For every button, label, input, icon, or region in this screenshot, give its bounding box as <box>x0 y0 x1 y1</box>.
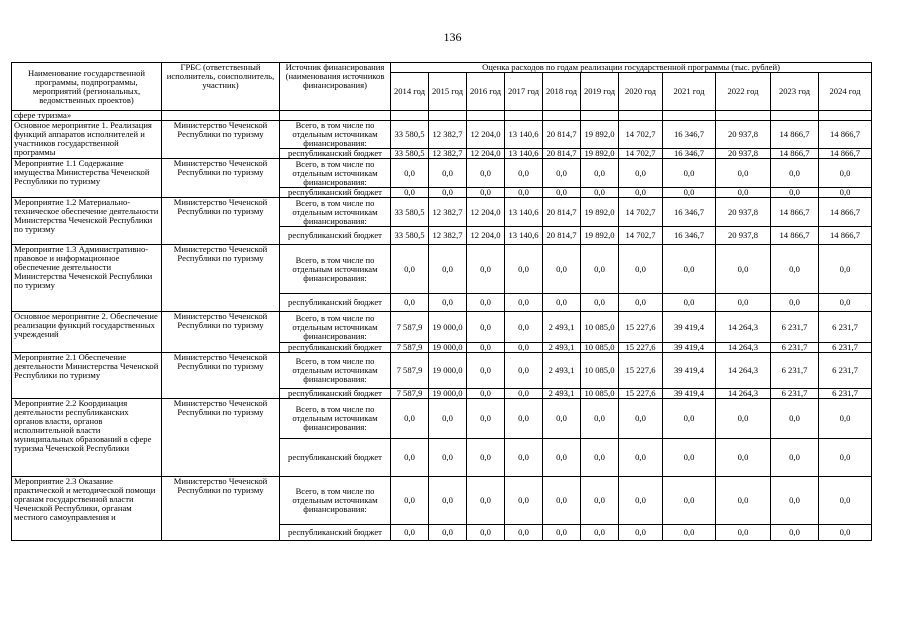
value-cell: 19 000,0 <box>429 389 467 399</box>
value-cell: 0,0 <box>581 399 619 439</box>
value-cell: 39 419,4 <box>663 312 716 343</box>
value-cell: 14 264,3 <box>716 343 771 353</box>
value-cell: 14 866,7 <box>771 227 819 245</box>
value-cell: 0,0 <box>663 439 716 477</box>
value-cell: 14 866,7 <box>771 121 819 149</box>
value-cell: 0,0 <box>505 389 543 399</box>
value-cell: 0,0 <box>716 159 771 188</box>
value-cell: 10 085,0 <box>581 353 619 389</box>
value-cell: 0,0 <box>505 294 543 312</box>
budget-table <box>11 62 872 541</box>
value-cell: 20 814,7 <box>543 121 581 149</box>
value-cell: 7 587,9 <box>391 353 429 389</box>
value-cell: 0,0 <box>467 353 505 389</box>
value-cell: 20 814,7 <box>543 198 581 227</box>
value-cell: 0,0 <box>505 188 543 198</box>
table-row <box>12 159 872 188</box>
activity-name: Мероприятие 2.1 Обеспечение деятельности Министерства Чеченской Республики по туризму <box>12 353 162 399</box>
source-budget-cell: республиканский бюджет <box>280 227 391 245</box>
value-cell: 0,0 <box>716 294 771 312</box>
source-total-cell: Всего, в том числе по отдельным источникам финансирования: <box>280 477 391 525</box>
value-cell: 0,0 <box>391 439 429 477</box>
header-grbs: ГРБС (ответственный исполнитель, соисполнитель, участник) <box>162 63 280 111</box>
value-cell: 0,0 <box>467 525 505 541</box>
value-cell: 7 587,9 <box>391 312 429 343</box>
value-cell: 13 140,6 <box>505 121 543 149</box>
value-cell: 33 580,5 <box>391 227 429 245</box>
value-cell: 12 204,0 <box>467 121 505 149</box>
value-cell: 0,0 <box>429 525 467 541</box>
value-cell: 0,0 <box>716 525 771 541</box>
table-row <box>12 198 872 227</box>
value-cell: 0,0 <box>771 525 819 541</box>
value-cell: 0,0 <box>771 399 819 439</box>
grbs-cell: Министерство Чеченской Республики по туризму <box>162 312 280 353</box>
value-cell: 0,0 <box>505 312 543 343</box>
value-cell: 0,0 <box>543 188 581 198</box>
value-cell: 0,0 <box>429 477 467 525</box>
grbs-cell: Министерство Чеченской Республики по туризму <box>162 198 280 245</box>
value-cell: 20 814,7 <box>543 149 581 159</box>
value-cell: 14 866,7 <box>819 198 872 227</box>
value-cell: 0,0 <box>467 159 505 188</box>
value-cell: 0,0 <box>771 245 819 294</box>
value-cell: 0,0 <box>543 399 581 439</box>
header-year: 2023 год <box>771 73 819 111</box>
value-cell: 0,0 <box>663 188 716 198</box>
table-row <box>12 477 872 525</box>
value-cell: 0,0 <box>663 477 716 525</box>
value-cell: 14 264,3 <box>716 312 771 343</box>
header-year: 2021 год <box>663 73 716 111</box>
value-cell: 0,0 <box>663 399 716 439</box>
value-cell: 6 231,7 <box>771 389 819 399</box>
value-cell: 20 814,7 <box>543 227 581 245</box>
value-cell: 12 204,0 <box>467 198 505 227</box>
activity-name: Мероприятие 1.1 Содержание имущества Министерства Чеченской Республики по туризму <box>12 159 162 198</box>
value-cell: 14 866,7 <box>771 149 819 159</box>
value-cell: 0,0 <box>716 188 771 198</box>
value-cell: 0,0 <box>467 343 505 353</box>
value-cell: 0,0 <box>543 477 581 525</box>
value-cell: 0,0 <box>663 294 716 312</box>
value-cell: 39 419,4 <box>663 343 716 353</box>
value-cell: 0,0 <box>391 245 429 294</box>
grbs-cell: Министерство Чеченской Республики по туризму <box>162 477 280 541</box>
value-cell: 0,0 <box>819 159 872 188</box>
value-cell: 0,0 <box>581 245 619 294</box>
value-cell: 0,0 <box>619 188 663 198</box>
value-cell: 14 702,7 <box>619 121 663 149</box>
table-row <box>12 312 872 343</box>
value-cell: 6 231,7 <box>771 343 819 353</box>
value-cell: 0,0 <box>619 439 663 477</box>
value-cell: 0,0 <box>391 477 429 525</box>
activity-name: Основное мероприятие 2. Обеспечение реализации функций государственных учреждений <box>12 312 162 353</box>
value-cell: 0,0 <box>505 343 543 353</box>
header-estimate: Оценка расходов по годам реализации государственной программы (тыс. рублей) <box>391 63 872 73</box>
value-cell: 0,0 <box>663 525 716 541</box>
header-year: 2019 год <box>581 73 619 111</box>
value-cell: 0,0 <box>429 159 467 188</box>
section-title: сфере туризма» <box>12 111 162 121</box>
value-cell: 0,0 <box>505 353 543 389</box>
value-cell: 0,0 <box>771 159 819 188</box>
value-cell: 0,0 <box>391 159 429 188</box>
value-cell: 19 892,0 <box>581 198 619 227</box>
table-row <box>12 353 872 389</box>
value-cell: 0,0 <box>581 188 619 198</box>
value-cell: 0,0 <box>819 399 872 439</box>
value-cell: 0,0 <box>429 245 467 294</box>
value-cell: 14 866,7 <box>819 121 872 149</box>
value-cell: 0,0 <box>505 439 543 477</box>
value-cell: 14 702,7 <box>619 227 663 245</box>
value-cell: 0,0 <box>429 439 467 477</box>
value-cell: 14 702,7 <box>619 198 663 227</box>
value-cell: 0,0 <box>619 294 663 312</box>
value-cell: 6 231,7 <box>819 353 872 389</box>
value-cell: 2 493,1 <box>543 312 581 343</box>
value-cell: 0,0 <box>771 294 819 312</box>
value-cell: 0,0 <box>467 399 505 439</box>
activity-name: Мероприятие 2.3 Оказание практической и методической помощи органам государственной власти Чеченской Республики, органам местного самоуправления и <box>12 477 162 541</box>
value-cell: 0,0 <box>429 294 467 312</box>
value-cell: 14 264,3 <box>716 389 771 399</box>
value-cell: 2 493,1 <box>543 343 581 353</box>
value-cell: 0,0 <box>467 389 505 399</box>
source-total-cell: Всего, в том числе по отдельным источникам финансирования: <box>280 159 391 188</box>
activity-name: Мероприятие 2.2 Координация деятельности республиканских органов власти, органов исполнительной власти муниципальных образований в сфере туризма Чеченской Республики <box>12 399 162 477</box>
value-cell: 0,0 <box>716 477 771 525</box>
value-cell: 12 382,7 <box>429 149 467 159</box>
grbs-cell: Министерство Чеченской Республики по туризму <box>162 159 280 198</box>
value-cell: 0,0 <box>505 525 543 541</box>
value-cell: 0,0 <box>505 477 543 525</box>
value-cell: 16 346,7 <box>663 227 716 245</box>
source-budget-cell: республиканский бюджет <box>280 149 391 159</box>
value-cell: 0,0 <box>391 399 429 439</box>
value-cell: 0,0 <box>771 439 819 477</box>
value-cell: 14 866,7 <box>771 198 819 227</box>
value-cell: 7 587,9 <box>391 389 429 399</box>
value-cell: 0,0 <box>429 188 467 198</box>
header-year: 2022 год <box>716 73 771 111</box>
value-cell: 0,0 <box>543 439 581 477</box>
value-cell: 10 085,0 <box>581 389 619 399</box>
value-cell: 0,0 <box>429 399 467 439</box>
value-cell: 0,0 <box>663 159 716 188</box>
value-cell: 0,0 <box>505 245 543 294</box>
value-cell: 14 264,3 <box>716 353 771 389</box>
value-cell: 33 580,5 <box>391 121 429 149</box>
value-cell: 15 227,6 <box>619 353 663 389</box>
value-cell: 12 382,7 <box>429 121 467 149</box>
value-cell: 0,0 <box>391 188 429 198</box>
source-total-cell: Всего, в том числе по отдельным источникам финансирования: <box>280 399 391 439</box>
value-cell: 13 140,6 <box>505 227 543 245</box>
header-year: 2015 год <box>429 73 467 111</box>
value-cell: 0,0 <box>716 399 771 439</box>
header-year: 2014 год <box>391 73 429 111</box>
source-total-cell: Всего, в том числе по отдельным источникам финансирования: <box>280 312 391 343</box>
header-name: Наименование государственной программы, подпрограммы, мероприятий (региональных, ведомственных проектов) <box>12 63 162 111</box>
header-year: 2018 год <box>543 73 581 111</box>
source-budget-cell: республиканский бюджет <box>280 389 391 399</box>
value-cell: 6 231,7 <box>819 389 872 399</box>
source-budget-cell: республиканский бюджет <box>280 439 391 477</box>
value-cell: 0,0 <box>505 399 543 439</box>
value-cell: 15 227,6 <box>619 312 663 343</box>
table-row <box>12 245 872 294</box>
value-cell: 19 000,0 <box>429 343 467 353</box>
value-cell: 0,0 <box>619 245 663 294</box>
value-cell: 0,0 <box>543 245 581 294</box>
value-cell: 16 346,7 <box>663 198 716 227</box>
value-cell: 6 231,7 <box>819 343 872 353</box>
source-budget-cell: республиканский бюджет <box>280 343 391 353</box>
value-cell: 0,0 <box>581 159 619 188</box>
value-cell: 6 231,7 <box>819 312 872 343</box>
value-cell: 12 204,0 <box>467 149 505 159</box>
value-cell: 0,0 <box>819 525 872 541</box>
value-cell: 2 493,1 <box>543 389 581 399</box>
value-cell: 14 866,7 <box>819 227 872 245</box>
table-row <box>12 121 872 149</box>
value-cell: 16 346,7 <box>663 149 716 159</box>
value-cell: 33 580,5 <box>391 149 429 159</box>
value-cell: 39 419,4 <box>663 389 716 399</box>
value-cell: 0,0 <box>819 477 872 525</box>
value-cell: 12 382,7 <box>429 227 467 245</box>
value-cell: 0,0 <box>716 245 771 294</box>
value-cell: 20 937,8 <box>716 227 771 245</box>
value-cell: 6 231,7 <box>771 312 819 343</box>
value-cell: 19 892,0 <box>581 227 619 245</box>
value-cell: 20 937,8 <box>716 121 771 149</box>
value-cell: 0,0 <box>771 477 819 525</box>
value-cell: 19 892,0 <box>581 121 619 149</box>
value-cell: 0,0 <box>391 525 429 541</box>
value-cell: 19 892,0 <box>581 149 619 159</box>
value-cell: 0,0 <box>619 399 663 439</box>
activity-name: Основное мероприятие 1. Реализация функций аппаратов исполнителей и участников государственной программы <box>12 121 162 159</box>
source-budget-cell: республиканский бюджет <box>280 188 391 198</box>
source-total-cell: Всего, в том числе по отдельным источникам финансирования: <box>280 198 391 227</box>
value-cell: 15 227,6 <box>619 389 663 399</box>
value-cell: 0,0 <box>543 294 581 312</box>
value-cell: 0,0 <box>663 245 716 294</box>
header-source: Источник финансирования (наименования источников финансирования) <box>280 63 391 111</box>
value-cell: 19 000,0 <box>429 312 467 343</box>
value-cell: 0,0 <box>819 245 872 294</box>
value-cell: 0,0 <box>619 159 663 188</box>
grbs-cell: Министерство Чеченской Республики по туризму <box>162 353 280 399</box>
value-cell: 0,0 <box>467 312 505 343</box>
source-total-cell: Всего, в том числе по отдельным источникам финансирования: <box>280 353 391 389</box>
value-cell: 0,0 <box>467 245 505 294</box>
value-cell: 0,0 <box>581 294 619 312</box>
value-cell: 19 000,0 <box>429 353 467 389</box>
source-total-cell: Всего, в том числе по отдельным источникам финансирования: <box>280 245 391 294</box>
value-cell: 0,0 <box>467 294 505 312</box>
value-cell: 0,0 <box>819 439 872 477</box>
value-cell: 0,0 <box>619 477 663 525</box>
source-total-cell: Всего, в том числе по отдельным источникам финансирования: <box>280 121 391 149</box>
header-year: 2024 год <box>819 73 872 111</box>
value-cell: 13 140,6 <box>505 198 543 227</box>
value-cell: 0,0 <box>391 294 429 312</box>
value-cell: 0,0 <box>771 188 819 198</box>
value-cell: 10 085,0 <box>581 312 619 343</box>
value-cell: 20 937,8 <box>716 198 771 227</box>
value-cell: 0,0 <box>505 159 543 188</box>
value-cell: 0,0 <box>581 525 619 541</box>
activity-name: Мероприятие 1.2 Материально-техническое обеспечение деятельности Министерства Чеченской Республики по туризму <box>12 198 162 245</box>
value-cell: 10 085,0 <box>581 343 619 353</box>
header-year: 2017 год <box>505 73 543 111</box>
value-cell: 7 587,9 <box>391 343 429 353</box>
value-cell: 14 866,7 <box>819 149 872 159</box>
value-cell: 0,0 <box>619 525 663 541</box>
page-number: 136 <box>443 30 462 44</box>
grbs-cell: Министерство Чеченской Республики по туризму <box>162 121 280 159</box>
value-cell: 6 231,7 <box>771 353 819 389</box>
value-cell: 0,0 <box>467 188 505 198</box>
value-cell: 0,0 <box>543 525 581 541</box>
value-cell: 33 580,5 <box>391 198 429 227</box>
header-year: 2016 год <box>467 73 505 111</box>
value-cell: 12 204,0 <box>467 227 505 245</box>
source-budget-cell: республиканский бюджет <box>280 294 391 312</box>
source-budget-cell: республиканский бюджет <box>280 525 391 541</box>
value-cell: 0,0 <box>543 159 581 188</box>
value-cell: 13 140,6 <box>505 149 543 159</box>
grbs-cell: Министерство Чеченской Республики по туризму <box>162 245 280 312</box>
activity-name: Мероприятие 1.3 Административно-правовое и информационное обеспечение деятельности Министерства Чеченской Республики по туризму <box>12 245 162 312</box>
value-cell: 20 937,8 <box>716 149 771 159</box>
value-cell: 0,0 <box>716 439 771 477</box>
grbs-cell: Министерство Чеченской Республики по туризму <box>162 399 280 477</box>
value-cell: 2 493,1 <box>543 353 581 389</box>
value-cell: 12 382,7 <box>429 198 467 227</box>
value-cell: 14 702,7 <box>619 149 663 159</box>
value-cell: 39 419,4 <box>663 353 716 389</box>
value-cell: 0,0 <box>467 477 505 525</box>
header-year: 2020 год <box>619 73 663 111</box>
table-row <box>12 399 872 439</box>
value-cell: 0,0 <box>467 439 505 477</box>
value-cell: 0,0 <box>819 294 872 312</box>
value-cell: 0,0 <box>581 439 619 477</box>
value-cell: 0,0 <box>819 188 872 198</box>
value-cell: 15 227,6 <box>619 343 663 353</box>
value-cell: 0,0 <box>581 477 619 525</box>
value-cell: 16 346,7 <box>663 121 716 149</box>
